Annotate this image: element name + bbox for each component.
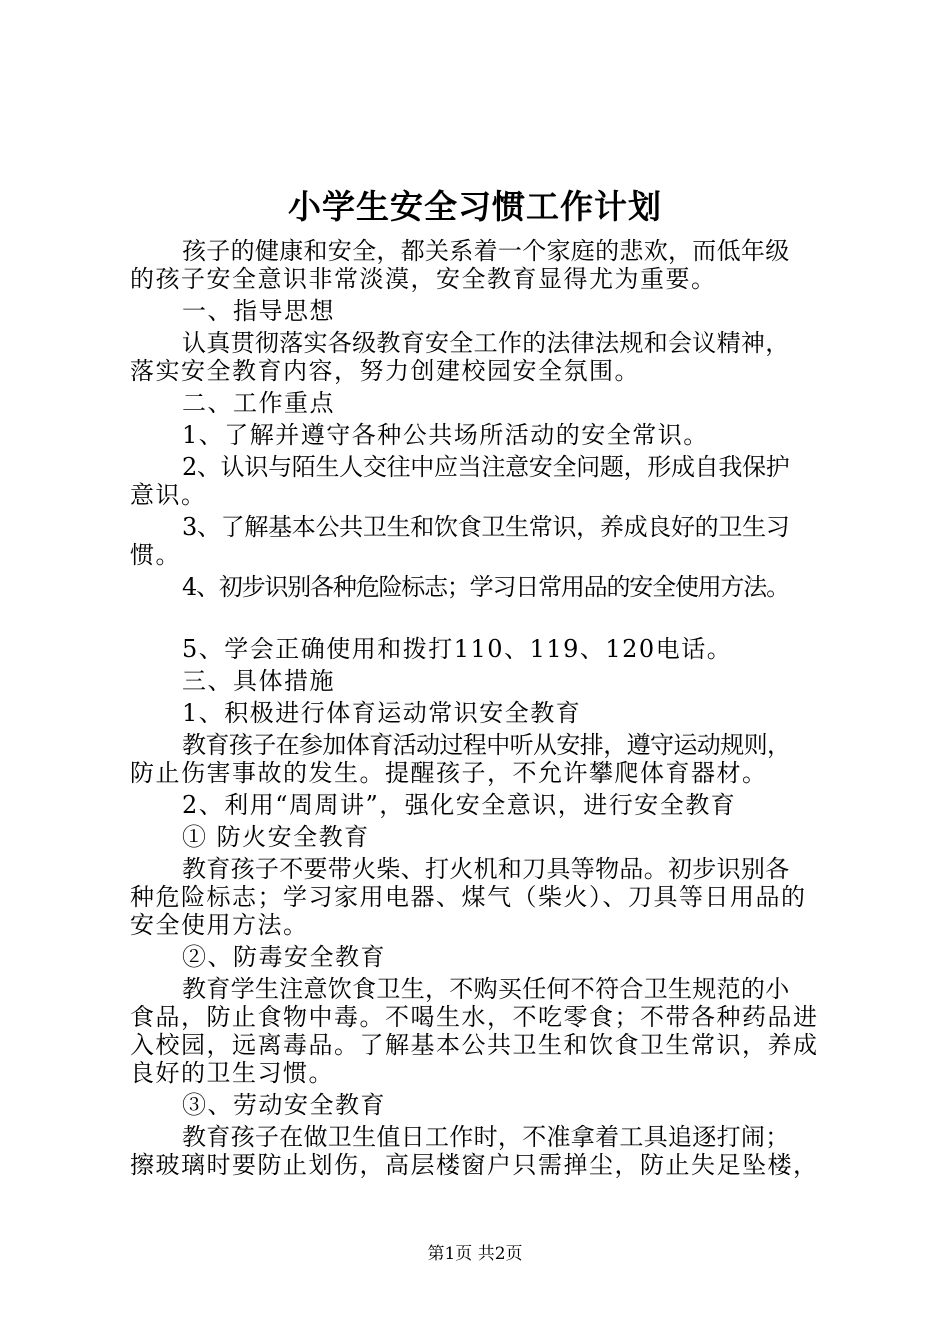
paragraph bbox=[130, 329, 844, 385]
list-item bbox=[130, 453, 844, 509]
text-line: 防止伤害事故的发生。提醒孩子，不允许攀爬体育器材。 bbox=[130, 759, 768, 787]
paragraph-intro bbox=[130, 237, 844, 293]
document-title: 小学生安全习惯工作计划 bbox=[288, 187, 662, 226]
text-line: ②、防毒安全教育 bbox=[182, 943, 386, 971]
text-line: 三、具体措施 bbox=[182, 667, 335, 695]
text-line: 5、学会正确使用和拨打110、119、120电话。 bbox=[182, 635, 733, 663]
list-item bbox=[130, 635, 844, 663]
text-line: ① 防火安全教育 bbox=[182, 823, 370, 851]
text-line: 教育孩子在做卫生值日工作时，不准拿着工具追逐打闹； bbox=[182, 1123, 790, 1151]
text-line: 食品，防止食物中毒。不喝生水，不吃零食；不带各种药品进 bbox=[130, 1003, 819, 1031]
text-line: 4、初步识别各种危险标志；学习日常用品的安全使用方法。 bbox=[182, 573, 789, 601]
section-heading bbox=[130, 389, 844, 417]
list-item bbox=[130, 513, 844, 569]
subheading bbox=[130, 1091, 844, 1119]
text-line: 入校园，远离毒品。了解基本公共卫生和饮食卫生常识，养成 bbox=[130, 1031, 819, 1059]
section-heading bbox=[130, 667, 844, 695]
page-footer: 第1页 共2页 bbox=[427, 1244, 523, 1264]
document-body bbox=[130, 237, 844, 1183]
text-line: 教育孩子在参加体育活动过程中听从安排，遵守运动规则， bbox=[182, 731, 791, 759]
text-line: 一、指导思想 bbox=[182, 297, 335, 325]
text-line: 种危险标志；学习家用电器、煤气（柴火）、刀具等日用品的 bbox=[130, 883, 807, 911]
text-line: 擦玻璃时要防止划伤，高层楼窗户只需掸尘，防止失足坠楼， bbox=[130, 1151, 819, 1179]
text-line: 1、积极进行体育运动常识安全教育 bbox=[182, 699, 582, 727]
subheading bbox=[130, 943, 844, 971]
text-line: 意识。 bbox=[130, 481, 207, 509]
subheading bbox=[130, 791, 844, 819]
text-line: 2、认识与陌生人交往中应当注意安全问题，形成自我保护 bbox=[182, 453, 790, 481]
paragraph bbox=[130, 731, 844, 787]
blank-line bbox=[130, 605, 844, 635]
text-line: 教育学生注意饮食卫生，不购买任何不符合卫生规范的小 bbox=[182, 975, 790, 1003]
text-line: 安全使用方法。 bbox=[130, 911, 309, 939]
text-line: 认真贯彻落实各级教育安全工作的法律法规和会议精神， bbox=[182, 329, 790, 357]
text-line: ③、劳动安全教育 bbox=[182, 1091, 386, 1119]
paragraph bbox=[130, 855, 844, 939]
text-line: 3、了解基本公共卫生和饮食卫生常识，养成良好的卫生习 bbox=[182, 513, 790, 541]
text-line: 教育孩子不要带火柴、打火机和刀具等物品。初步识别各 bbox=[182, 855, 790, 883]
text-line: 落实安全教育内容，努力创建校园安全氛围。 bbox=[130, 357, 640, 385]
section-heading bbox=[130, 297, 844, 325]
text-line: 二、工作重点 bbox=[182, 389, 335, 417]
subheading bbox=[130, 699, 844, 727]
subheading bbox=[130, 823, 844, 851]
paragraph bbox=[130, 975, 844, 1087]
text-line: 良好的卫生习惯。 bbox=[130, 1059, 334, 1087]
paragraph bbox=[130, 1123, 844, 1179]
text-line: 孩子的健康和安全，都关系着一个家庭的悲欢，而低年级 bbox=[182, 237, 790, 265]
text-line: 1、了解并遵守各种公共场所活动的安全常识。 bbox=[182, 421, 709, 449]
list-item bbox=[130, 573, 844, 601]
text-line: 惯。 bbox=[130, 541, 181, 569]
text-line: 的孩子安全意识非常淡漠，安全教育显得尤为重要。 bbox=[130, 265, 717, 293]
text-line: 2、利用“周周讲”，强化安全意识，进行安全教育 bbox=[182, 791, 737, 819]
list-item bbox=[130, 421, 844, 449]
